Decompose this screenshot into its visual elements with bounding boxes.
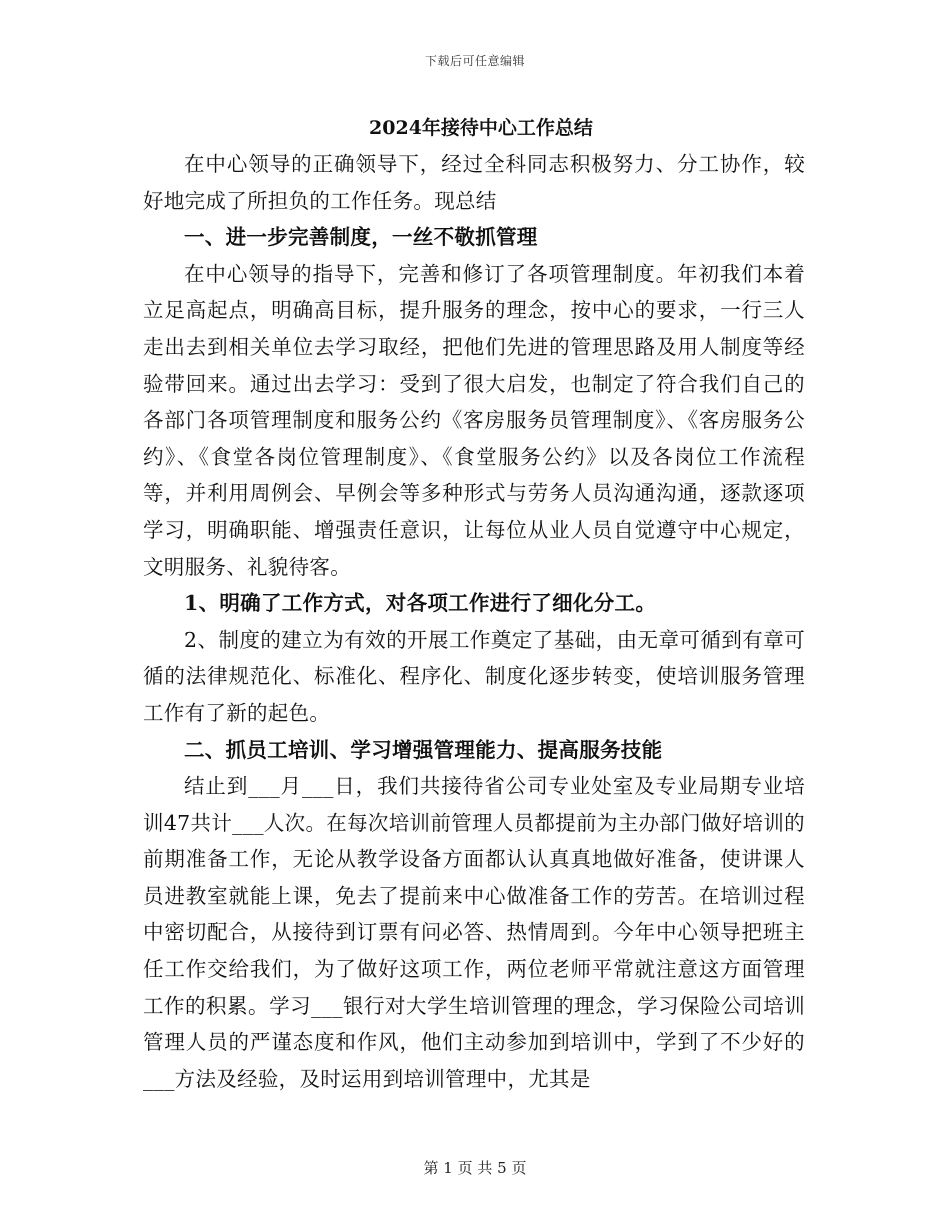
document-title: 2024年接待中心工作总结: [369, 117, 593, 139]
page-header-note: 下载后可任意编辑: [424, 54, 525, 68]
section-1-paragraph: 在中心领导的指导下，完善和修订了各项管理制度。年初我们本着立足高起点，明确高目标，提升服务的理念，按中心的要求，一行三人走出去到相关单位去学习取经，把他们先进的管理思路及用人制度等经验带回来。通过出去学习：受到了很大启发，也制定了符合我们自己的各部门各项管理制度和服务公约《客房服务员管理制度》、《客房服务公约》、《食堂各岗位管理制度》、《食堂服务公约》以及各岗位工作流程等，并利用周例会、早例会等多种形式与劳务人员沟通沟通，逐款逐项学习，明确职能、增强责任意识，让每位从业人员自觉遵守中心规定，文明服务、礼貌待客。: [143, 261, 805, 579]
intro-paragraph: 在中心领导的正确领导下，经过全科同志积极努力、分工协作，较好地完成了所担负的工作任务。现总结: [143, 152, 805, 213]
page-number-footer: 第 1 页 共 5 页: [423, 1159, 527, 1177]
section-heading-1: 一、进一步完善制度，一丝不敬抓管理: [184, 225, 538, 250]
section-2-paragraph: 结止到___月___日，我们共接待省公司专业处室及专业局期专业培训47共计___人次。在每次培训前管理人员都提前为主办部门做好培训的前期准备工作，无论从教学设备方面都认认真真地做好准备，使讲课人员进教室就能上课，免去了提前来中心做准备工作的劳苦。在培训过程中密切配合，从接待到订票有问必答、热情周到。今年中心领导把班主任工作交给我们，为了做好这项工作，两位老师平常就注意这方面管理工作的积累。学习___银行对大学生培训管理的理念，学习保险公司培训管理人员的严谨态度和作风，他们主动参加到培训中，学到了不少好的___方法及经验，及时运用到培训管理中，尤其是: [143, 774, 805, 1091]
subpoint-2-paragraph: 2、制度的建立为有效的开展工作奠定了基础，由无章可循到有章可循的法律规范化、标准化、程序化、制度化逐步转变，使培训服务管理工作有了新的起色。: [143, 627, 805, 725]
document-body: [143, 112, 805, 1097]
subheading-1: 1、明确了工作方式，对各项工作进行了细化分工。: [184, 591, 657, 616]
section-heading-2: 二、抓员工培训、学习增强管理能力、提高服务技能: [184, 737, 663, 762]
